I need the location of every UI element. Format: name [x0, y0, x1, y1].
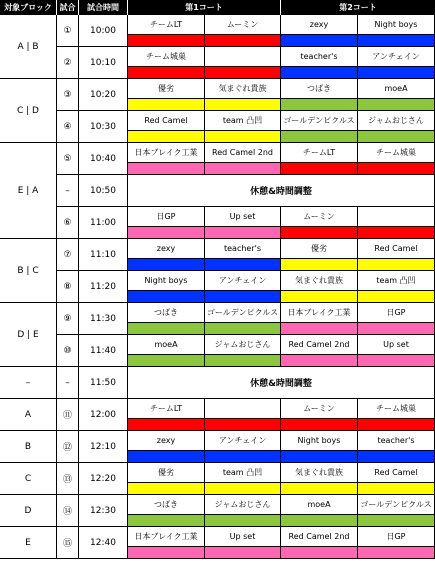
team-name: 日本ブレイク工業 [128, 143, 205, 163]
match-time: 12:30 [79, 495, 128, 527]
team-name: つばき [128, 495, 205, 515]
team-name: アンチェイン [358, 47, 435, 67]
block-color-bar [205, 35, 281, 47]
team-name: 優劣 [128, 79, 205, 99]
match-time: 10:40 [79, 143, 128, 175]
block-color-bar [281, 355, 358, 367]
team-name: team 凸凹 [358, 271, 435, 291]
block-color-bar [281, 515, 358, 527]
match-time: 10:20 [79, 79, 128, 111]
match-number: ⑥ [57, 207, 79, 239]
block-label: C [0, 463, 57, 495]
block-color-bar [205, 355, 281, 367]
block-color-bar [205, 483, 281, 495]
block-color-bar [281, 259, 358, 271]
block-color-bar [281, 419, 358, 431]
team-name: ジャムおじさん [205, 335, 281, 355]
team-name: zexy [281, 15, 358, 35]
block-color-bar [281, 451, 358, 463]
block-color-bar [205, 323, 281, 335]
team-name: ゴールデンピクルス [358, 495, 435, 515]
block-color-bar [205, 451, 281, 463]
match-time: 10:50 [79, 175, 128, 207]
block-color-bar [205, 131, 281, 143]
block-color-bar [358, 483, 435, 495]
block-label: C | D [0, 79, 57, 143]
block-color-bar [281, 163, 358, 175]
team-name: Red Camel [128, 111, 205, 131]
block-color-bar [281, 291, 358, 303]
block-color-bar [128, 227, 205, 239]
block-color-bar [128, 547, 205, 559]
block-color-bar [205, 547, 281, 559]
break-label: 休憩&時間調整 [128, 175, 435, 207]
team-name: Up set [205, 207, 281, 227]
block-color-bar [128, 515, 205, 527]
team-name: ムーミン [281, 207, 358, 227]
match-number: ⑦ [57, 239, 79, 271]
team-name: ジャムおじさん [205, 495, 281, 515]
match-number: ⑧ [57, 271, 79, 303]
block-color-bar [128, 99, 205, 111]
team-name: 気まぐれ貴族 [205, 79, 281, 99]
block-color-bar [128, 483, 205, 495]
block-color-bar [358, 163, 435, 175]
team-name: Up set [205, 527, 281, 547]
team-name [205, 47, 281, 67]
block-color-bar [358, 291, 435, 303]
team-name: チームLT [128, 15, 205, 35]
team-name: moeA [281, 495, 358, 515]
block-color-bar [205, 227, 281, 239]
match-number: ⑮ [57, 527, 79, 559]
block-color-bar [128, 163, 205, 175]
team-name: 日GP [358, 527, 435, 547]
block-color-bar [281, 547, 358, 559]
block-color-bar [281, 99, 358, 111]
block-color-bar [128, 131, 205, 143]
block-color-bar [128, 451, 205, 463]
team-name: team 凸凹 [205, 111, 281, 131]
block-label: D | E [0, 303, 57, 367]
team-name: Red Camel [358, 239, 435, 259]
team-name: moeA [358, 79, 435, 99]
block-label: B | C [0, 239, 57, 303]
header-court-1: 第1コート [128, 0, 281, 15]
team-name: ムーミン [281, 399, 358, 419]
team-name: teacher's [358, 431, 435, 451]
block-color-bar [281, 131, 358, 143]
team-name: Night boys [128, 271, 205, 291]
team-name: zexy [128, 431, 205, 451]
block-color-bar [281, 323, 358, 335]
block-color-bar [128, 67, 205, 79]
block-color-bar [358, 515, 435, 527]
team-name: Red Camel 2nd [281, 527, 358, 547]
block-color-bar [281, 227, 358, 239]
match-time: 10:00 [79, 15, 128, 47]
team-name: アンチェイン [205, 431, 281, 451]
block-color-bar [358, 35, 435, 47]
match-number: ⑨ [57, 303, 79, 335]
match-number: ⑫ [57, 431, 79, 463]
team-name: Red Camel 2nd [281, 335, 358, 355]
block-color-bar [358, 547, 435, 559]
team-name: チーム城巣 [358, 143, 435, 163]
team-name: ムーミン [205, 15, 281, 35]
block-color-bar [128, 259, 205, 271]
block-color-bar [281, 67, 358, 79]
block-color-bar [358, 259, 435, 271]
team-name: 日GP [358, 303, 435, 323]
header-court-2: 第2コート [281, 0, 435, 15]
team-name [358, 207, 435, 227]
match-number: ① [57, 15, 79, 47]
block-color-bar [205, 259, 281, 271]
header-time: 試合時間 [79, 0, 128, 15]
block-color-bar [205, 291, 281, 303]
block-color-bar [128, 419, 205, 431]
match-time: 11:20 [79, 271, 128, 303]
team-name: Night boys [281, 431, 358, 451]
block-label: E [0, 527, 57, 559]
match-time: 12:00 [79, 399, 128, 431]
block-label: D [0, 495, 57, 527]
block-label: – [0, 367, 57, 399]
match-number: ⑩ [57, 335, 79, 367]
block-color-bar [358, 99, 435, 111]
block-label: A | B [0, 15, 57, 79]
match-number: ⑭ [57, 495, 79, 527]
match-time: 10:30 [79, 111, 128, 143]
team-name: チーム城巣 [358, 399, 435, 419]
match-time: 11:00 [79, 207, 128, 239]
match-time: 11:30 [79, 303, 128, 335]
team-name: ゴールデンピクルス [281, 111, 358, 131]
team-name: 優劣 [128, 463, 205, 483]
match-time: 12:10 [79, 431, 128, 463]
block-label: E | A [0, 143, 57, 239]
team-name: 日本ブレイク工業 [128, 527, 205, 547]
match-time: 12:20 [79, 463, 128, 495]
block-color-bar [205, 419, 281, 431]
team-name: zexy [128, 239, 205, 259]
match-time: 12:40 [79, 527, 128, 559]
team-name: Night boys [358, 15, 435, 35]
block-color-bar [205, 99, 281, 111]
team-name: 日GP [128, 207, 205, 227]
block-color-bar [128, 323, 205, 335]
team-name: ゴールデンピクルス [205, 303, 281, 323]
team-name: 優劣 [281, 239, 358, 259]
block-color-bar [281, 35, 358, 47]
match-time: 11:50 [79, 367, 128, 399]
block-color-bar [281, 483, 358, 495]
block-color-bar [205, 67, 281, 79]
block-label: A [0, 399, 57, 431]
team-name: アンチェイン [205, 271, 281, 291]
block-color-bar [128, 355, 205, 367]
team-name: Red Camel 2nd [205, 143, 281, 163]
team-name: チームLT [128, 399, 205, 419]
match-number: – [57, 367, 79, 399]
block-color-bar [205, 163, 281, 175]
match-number: – [57, 175, 79, 207]
match-time: 11:10 [79, 239, 128, 271]
match-number: ⑬ [57, 463, 79, 495]
match-time: 11:40 [79, 335, 128, 367]
team-name: Red Camel [358, 463, 435, 483]
block-label: B [0, 431, 57, 463]
match-number: ③ [57, 79, 79, 111]
team-name: つばき [281, 79, 358, 99]
block-color-bar [128, 35, 205, 47]
match-number: ⑪ [57, 399, 79, 431]
header-match: 試合 [57, 0, 79, 15]
team-name: 気まぐれ貴族 [281, 271, 358, 291]
match-number: ④ [57, 111, 79, 143]
block-color-bar [358, 355, 435, 367]
match-number: ② [57, 47, 79, 79]
block-color-bar [358, 451, 435, 463]
team-name: 日本ブレイク工業 [281, 303, 358, 323]
team-name: つばき [128, 303, 205, 323]
match-number: ⑤ [57, 143, 79, 175]
block-color-bar [358, 67, 435, 79]
block-color-bar [358, 227, 435, 239]
block-color-bar [358, 419, 435, 431]
team-name: チーム城巣 [128, 47, 205, 67]
block-color-bar [358, 131, 435, 143]
team-name: teacher's [205, 239, 281, 259]
team-name: チームLT [281, 143, 358, 163]
team-name: teacher's [281, 47, 358, 67]
block-color-bar [205, 515, 281, 527]
team-name: ジャムおじさん [358, 111, 435, 131]
break-label: 休憩&時間調整 [128, 367, 435, 399]
team-name: 気まぐれ貴族 [281, 463, 358, 483]
team-name [205, 399, 281, 419]
block-color-bar [358, 323, 435, 335]
team-name: team 凸凹 [205, 463, 281, 483]
match-time: 10:10 [79, 47, 128, 79]
team-name: Up set [358, 335, 435, 355]
header-block: 対象ブロック [0, 0, 57, 15]
block-color-bar [128, 291, 205, 303]
team-name: moeA [128, 335, 205, 355]
